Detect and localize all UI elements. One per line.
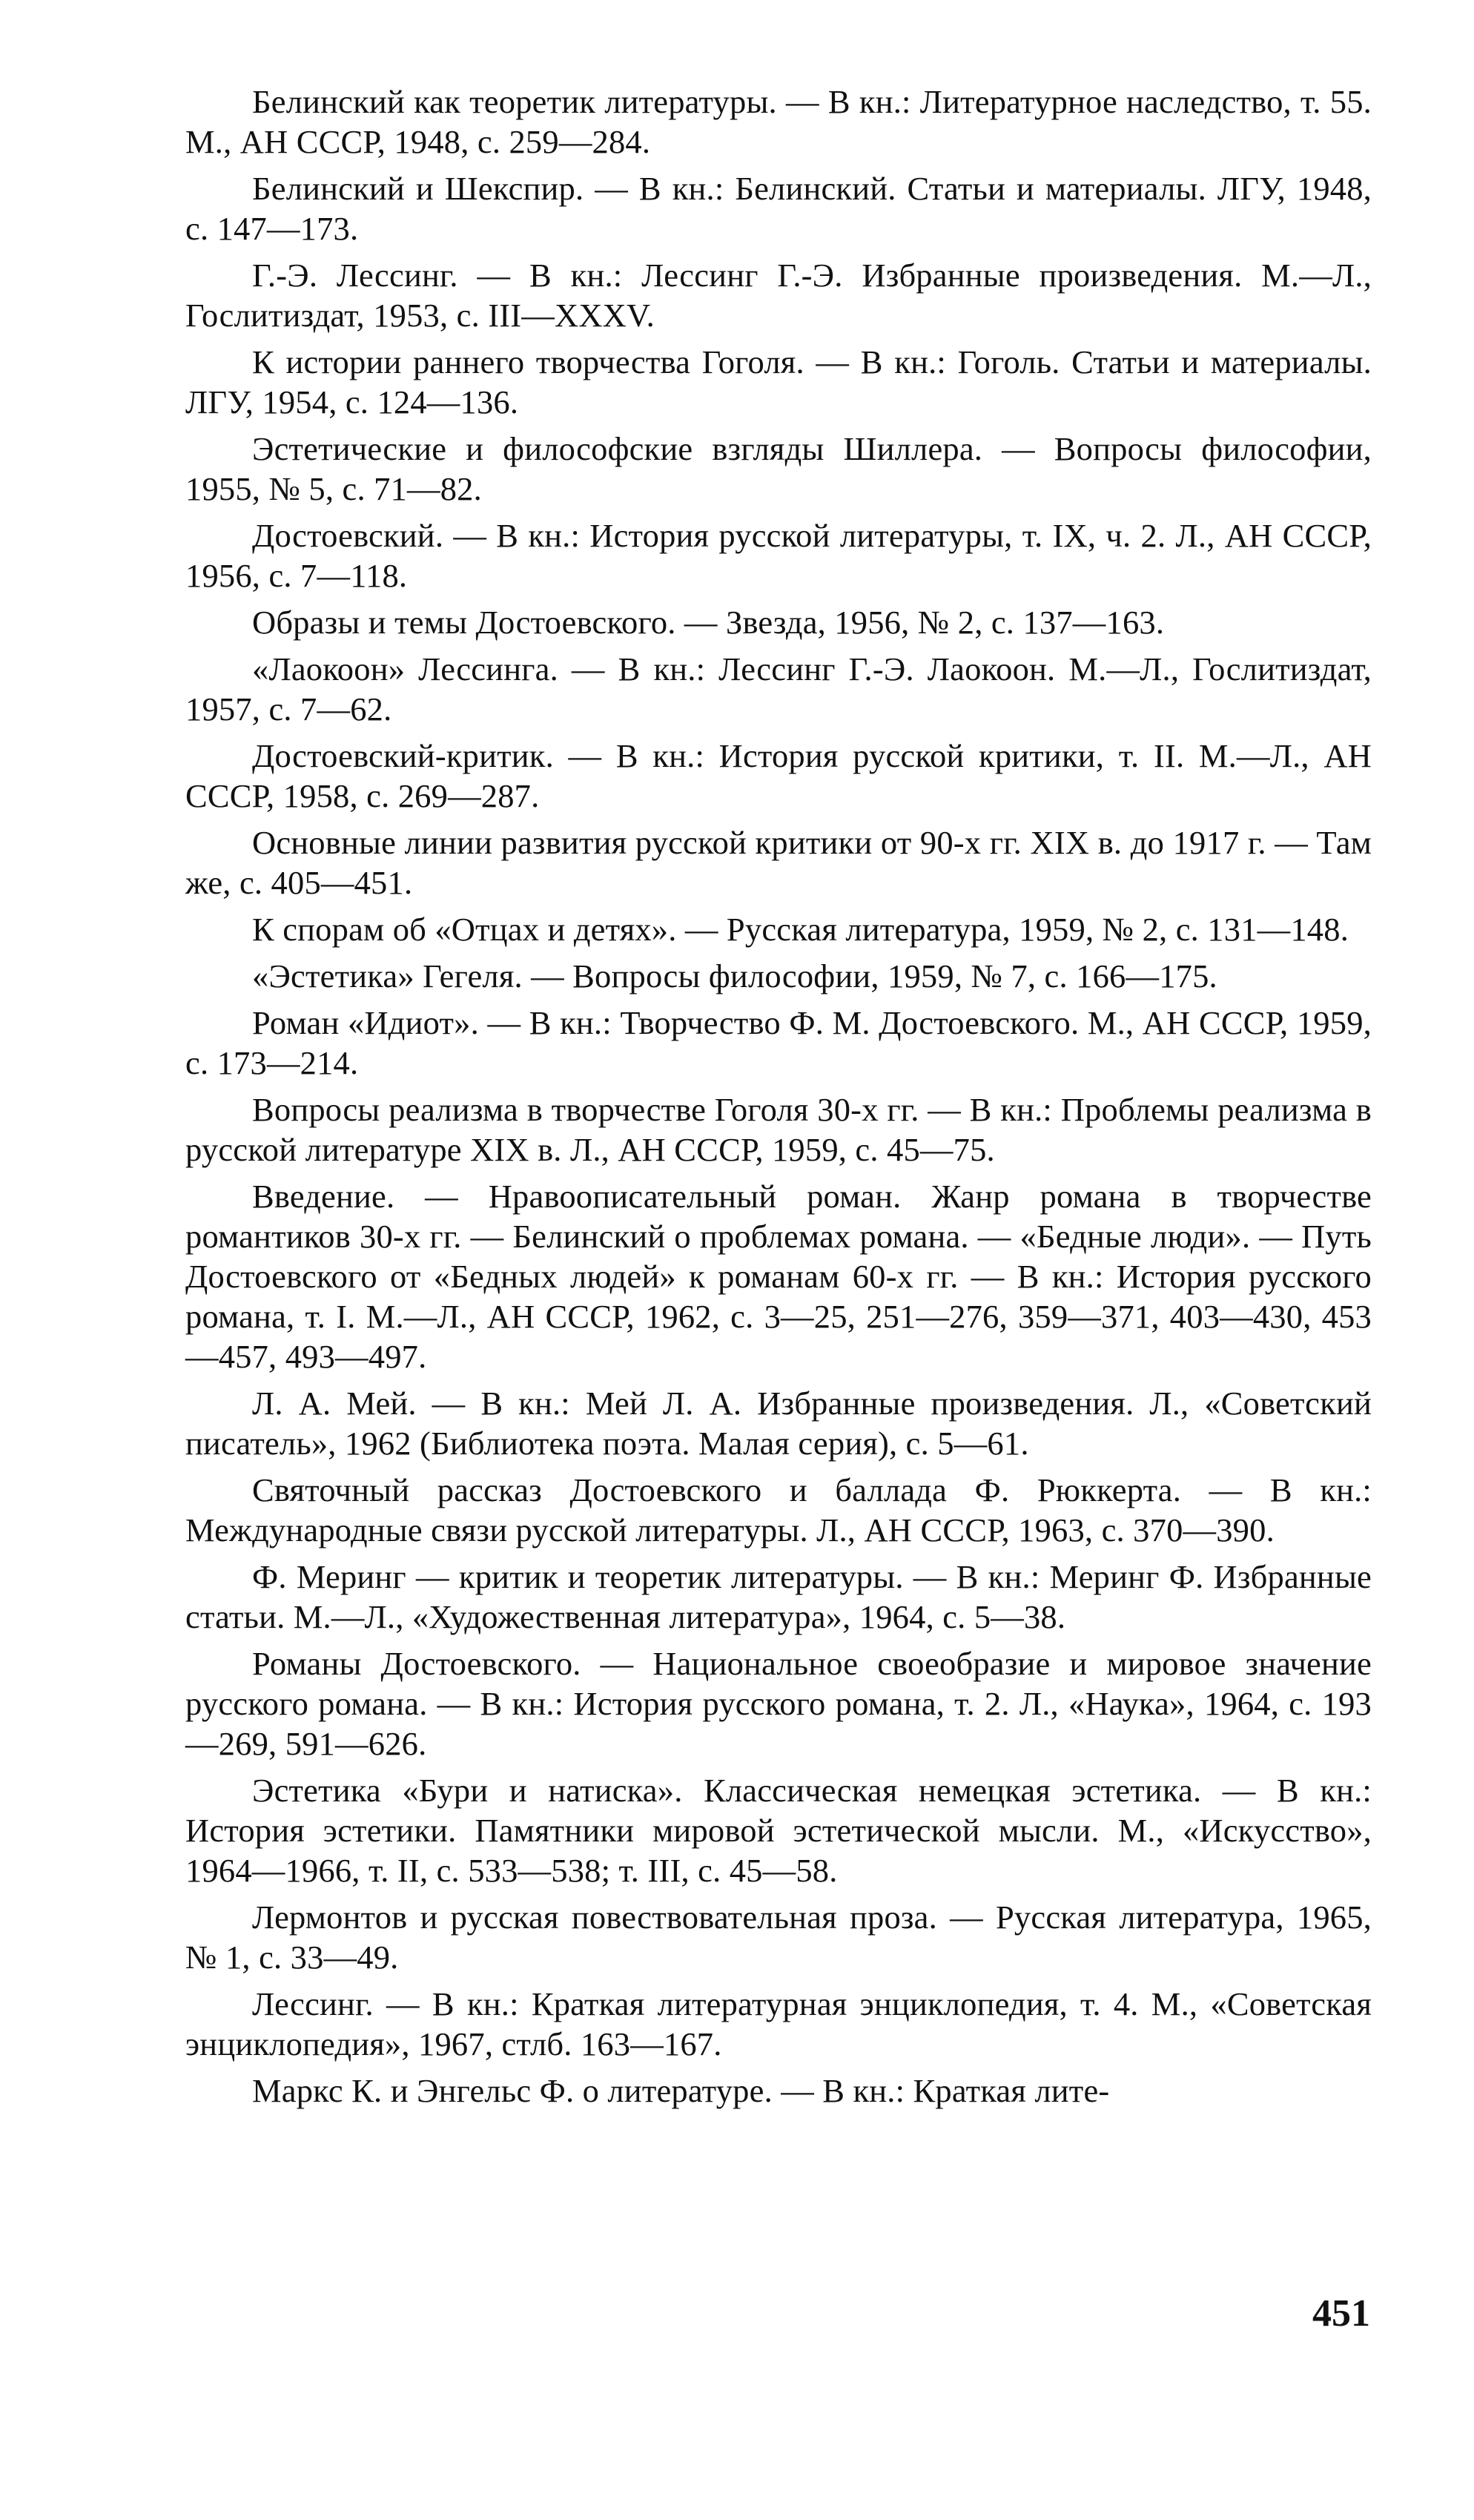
page-number: 451 — [1312, 2292, 1370, 2335]
bibliography-entry: К истории раннего творчества Гоголя. — В кн.: Гоголь. Статьи и материалы. ЛГУ, 1954, с. 124—136. — [185, 343, 1372, 420]
bibliography-entry: Эстетические и философские взгляды Шиллера. — Вопросы философии, 1955, № 5, с. 71—82. — [185, 430, 1372, 507]
bibliography-entry: Эстетика «Бури и натиска». Классическая немецкая эстетика. — В кн.: История эстетики. Памятники мировой эстетической мысли. М., «Искусство», 1964—1966, т. II, с. 533—538; т. III, с. 45—58. — [185, 1772, 1372, 1889]
bibliography-entry: Г.-Э. Лессинг. — В кн.: Лессинг Г.-Э. Избранные произведения. М.—Л., Гослитиздат, 1953, с. III—XXXV. — [185, 257, 1372, 334]
bibliography-entry: Достоевский. — В кн.: История русской литературы, т. IX, ч. 2. Л., АН СССР, 1956, с. 7—118. — [185, 517, 1372, 594]
bibliography-entry: Святочный рассказ Достоевского и баллада Ф. Рюккерта. — В кн.: Международные связи русской литературы. Л., АН СССР, 1963, с. 370—390. — [185, 1471, 1372, 1548]
bibliography-entry: Ф. Меринг — критик и теоретик литературы. — В кн.: Меринг Ф. Избранные статьи. М.—Л., «Художественная литература», 1964, с. 5—38. — [185, 1558, 1372, 1635]
bibliography-entry: Основные линии развития русской критики от 90-х гг. XIX в. до 1917 г. — Там же, с. 405—451. — [185, 824, 1372, 901]
bibliography-entry: Введение. — Нравоописательный роман. Жанр романа в творчестве романтиков 30-х гг. — Белинский о проблемах романа. — «Бедные люди». — Путь Достоевского от «Бедных людей» к романам 60-х гг. — В кн.: История русского романа, т. I. М.—Л., АН СССР, 1962, с. 3—25, 251—276, 359—371, 403—430, 453—457, 493—497. — [185, 1178, 1372, 1375]
bibliography-entry: Вопросы реализма в творчестве Гоголя 30-х гг. — В кн.: Проблемы реализма в русской литературе XIX в. Л., АН СССР, 1959, с. 45—75. — [185, 1091, 1372, 1168]
bibliography-entry: Роман «Идиот». — В кн.: Творчество Ф. М. Достоевского. М., АН СССР, 1959, с. 173—214. — [185, 1004, 1372, 1081]
bibliography-entry: Белинский и Шекспир. — В кн.: Белинский. Статьи и материалы. ЛГУ, 1948, с. 147—173. — [185, 170, 1372, 247]
bibliography-entry: «Эстетика» Гегеля. — Вопросы философии, 1959, № 7, с. 166—175. — [252, 957, 1217, 995]
bibliography-entry: Белинский как теоретик литературы. — В кн.: Литературное наследство, т. 55. М., АН СССР, 1948, с. 259—284. — [185, 83, 1372, 160]
bibliography-entry: К спорам об «Отцах и детях». — Русская литература, 1959, № 2, с. 131—148. — [252, 911, 1349, 948]
bibliography-list — [185, 82, 1372, 2111]
bibliography-entry: Лермонтов и русская повествовательная проза. — Русская литература, 1965, № 1, с. 33—49. — [185, 1899, 1372, 1976]
bibliography-entry: Образы и темы Достоевского. — Звезда, 1956, № 2, с. 137—163. — [252, 604, 1165, 641]
bibliography-entry: Романы Достоевского. — Национальное своеобразие и мировое значение русского романа. — В кн.: История русского романа, т. 2. Л., «Наука», 1964, с. 193—269, 591—626. — [185, 1645, 1372, 1762]
bibliography-entry: Достоевский-критик. — В кн.: История русской критики, т. II. М.—Л., АН СССР, 1958, с. 269—287. — [185, 737, 1372, 814]
bibliography-entry: Лессинг. — В кн.: Краткая литературная энциклопедия, т. 4. М., «Советская энциклопедия», 1967, стлб. 163—167. — [185, 1985, 1372, 2062]
bibliography-entry: «Лаокоон» Лессинга. — В кн.: Лессинг Г.-Э. Лаокоон. М.—Л., Гослитиздат, 1957, с. 7—62. — [185, 650, 1372, 728]
bibliography-entry: Л. А. Мей. — В кн.: Мей Л. А. Избранные произведения. Л., «Советский писатель», 1962 (Библиотека поэта. Малая серия), с. 5—61. — [185, 1385, 1372, 1462]
bibliography-entry: Маркс К. и Энгельс Ф. о литературе. — В кн.: Краткая лите- — [252, 2072, 1110, 2109]
